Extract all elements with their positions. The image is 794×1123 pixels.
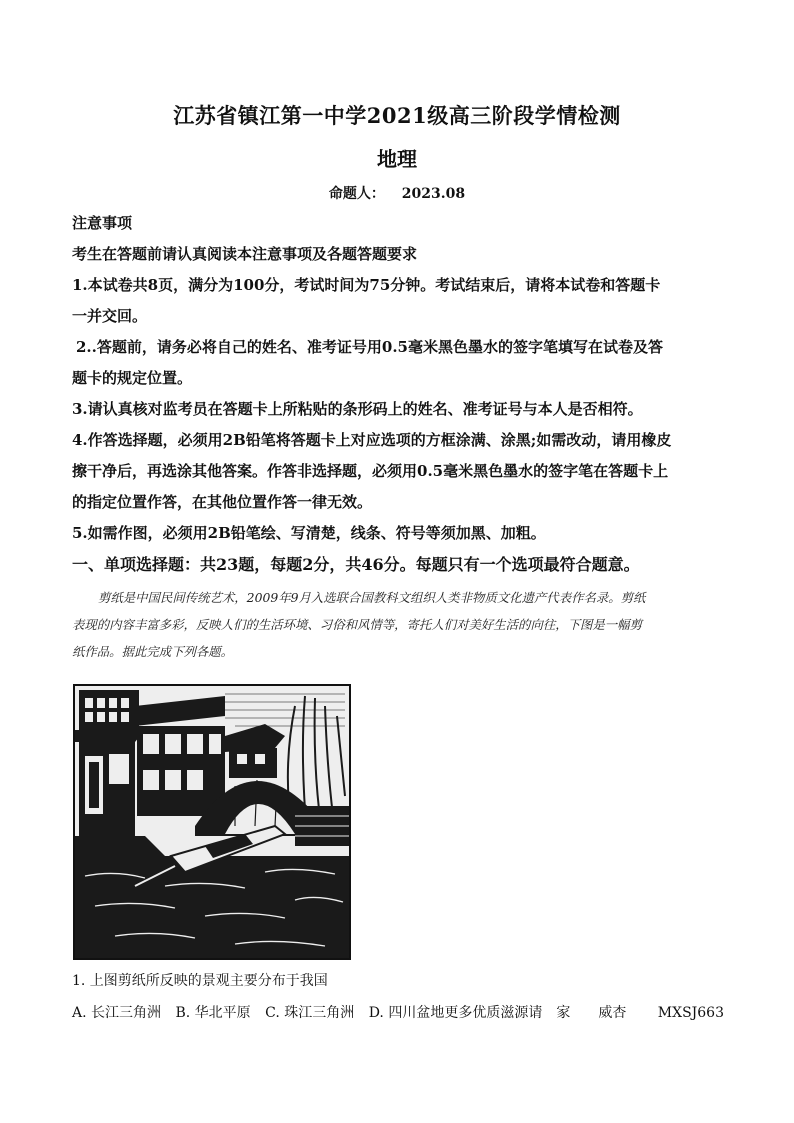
notice-heading: 注意事项 (72, 214, 133, 232)
notice-line: 一并交回。 (72, 307, 148, 325)
option-a: A. 长江三角洲 (72, 1005, 162, 1021)
notice-line: 2..答题前，请务必将自己的姓名、准考证号用0.5毫米黑色墨水的签字笔填写在试卷及答 (76, 338, 663, 356)
notice-line: 的指定位置作答，在其他位置作答一律无效。 (72, 493, 373, 511)
exam-date: 2023.08 (401, 186, 466, 202)
section-heading: 一、单项选择题：共23题，每题2分，共46分。每题只有一个选项最符合题意。 (72, 555, 640, 574)
paper-cut-figure (73, 684, 351, 960)
passage-line: 表现的内容丰富多彩，反映人们的生活环境、习俗和风情等，寄托人们对美好生活的向往，下图是一幅剪 (72, 617, 642, 632)
notice-line: 3.请认真核对监考员在答题卡上所粘贴的条形码上的姓名、准考证号与本人是否相符。 (72, 400, 643, 418)
option-c: C. 珠江三角洲 (265, 1005, 355, 1021)
paper-cut-image (75, 686, 349, 958)
notice-line: 4.作答选择题，必须用2B铅笔将答题卡上对应选项的方框涂满、涂黑;如需改动，请用橡皮 (72, 431, 672, 449)
passage-line: 剪纸是中国民间传统艺术，2009年9月入选联合国教科文组织人类非物质文化遗产代表作名录。剪纸 (98, 590, 646, 605)
notice-line: 擦干净后，再选涂其他答案。作答非选择题，必须用0.5毫米黑色墨水的签字笔在答题卡上 (72, 462, 669, 480)
reading-passage (72, 584, 724, 665)
notice-line: 5.如需作图，必须用2B铅笔绘、写清楚，线条、符号等须加黑、加粗。 (72, 524, 546, 542)
option-d: D. 四川盆地更多优质滋源请 家 威杏 (368, 1005, 627, 1021)
question-1-options (72, 1002, 724, 1024)
question-1-stem: 1. 上图剪纸所反映的景观主要分布于我国 (72, 973, 328, 989)
passage-line: 纸作品。据此完成下列各题。 (72, 644, 234, 659)
notice-line: 题卡的规定位置。 (72, 369, 193, 387)
notice-line: 考生在答题前请认真阅读本注意事项及各题答题要求 (72, 245, 418, 263)
author-date-line (0, 183, 794, 203)
subject-title: 地理 (377, 147, 417, 171)
notice-line: 1.本试卷共8页，满分为100分，考试时间为75分钟。考试结束后，请将本试卷和答题卡 (72, 276, 661, 294)
option-b: B. 华北平原 (175, 1005, 251, 1021)
author-label: 命题人： (328, 186, 385, 202)
exam-title: 江苏省镇江第一中学2021级高三阶段学情检测 (173, 103, 621, 128)
document-code: MXSJ663 (657, 1005, 724, 1021)
notice-block (72, 208, 724, 580)
